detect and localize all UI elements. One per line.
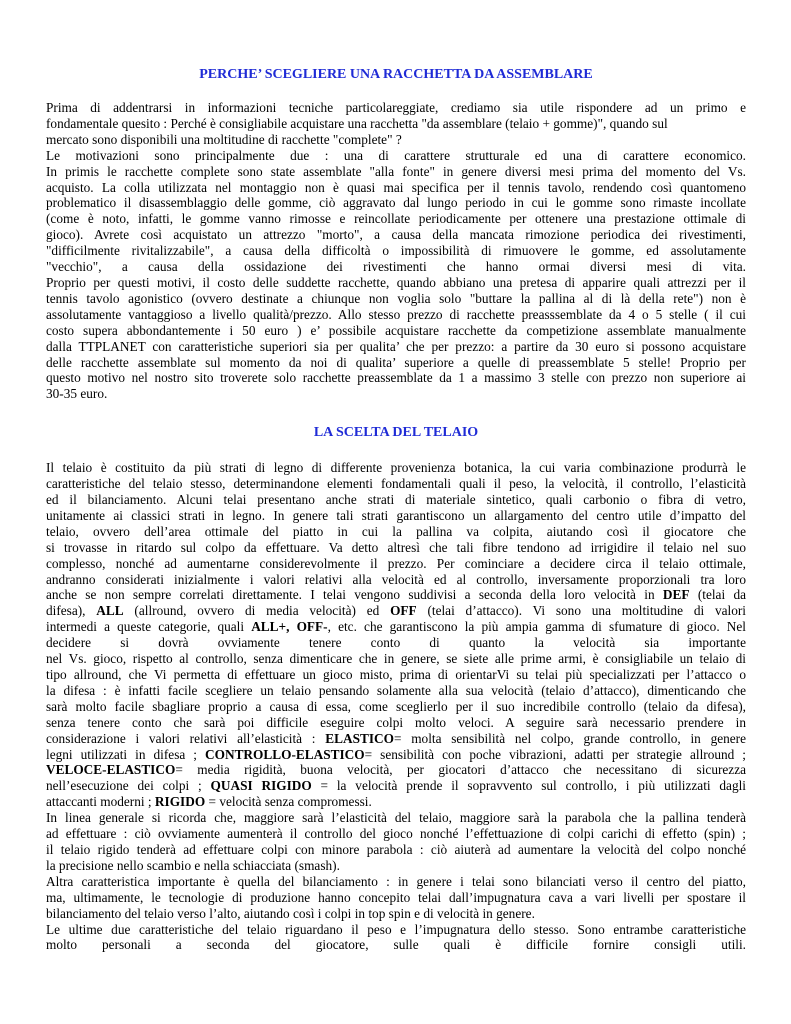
text-line: nel Vs. gioco, rispetto al controllo, senza dimenticare che in genere, se siete alle prime armi, è consigliabile un telaio di (46, 651, 746, 667)
text-line rich-line: anche se non sempre correlati direttamente. I telai vengono suddivisi a seconda della loro velocità in DEF (telai da (46, 587, 746, 603)
text-line: Altra caratteristica importante è quella del bilanciamento : in genere i telai sono bilanciati verso il centro del piatto, (46, 873, 746, 889)
text-line: (come è noto, infatti, le gomme vanno rimosse e reincollate periodicamente per ottenere una prestazione ottimale di (46, 211, 746, 227)
text-line rich-line: nell’esecuzione dei colpi ; QUASI RIGIDO = la velocità prende il sopravvento sul controllo, i più utilizzati dagli (46, 778, 746, 794)
text-line: tennis tavolo agonistico (ovvero destinate a chiunque non voglia solo "buttare la pallina al di là della rete") non è (46, 290, 746, 306)
text-line: ad effettuare : ciò ovviamente aumenterà il controllo del gioco nonché l’effettuazione di colpi carichi di effetto (spin) ; (46, 826, 746, 842)
text-line rich-line: considerazione i valori relativi all’elasticità : ELASTICO= molta sensibilità nel colpo, grande controllo, in genere (46, 730, 746, 746)
text-line rich-line: intermedi a queste categorie, quali ALL+, OFF-, etc. che garantiscono la più ampia gamma di sfumature di gioco. Nel (46, 619, 747, 635)
document-page (46, 0, 746, 953)
text-line: unitamente ai classici strati in legno. In genere tali strati garantiscono un allargamento del centro utile d’impatto del (46, 507, 746, 523)
text-line: gioco). Avrete così acquistato un attrezzo "morto", a causa della mancata rimozione periodica dei rivestimenti, (46, 227, 746, 243)
text-line: bilanciamento del telaio verso l’alto, aiutando così i colpi in top spin e di velocità in genere. (46, 905, 535, 921)
text-line: caratteristiche del telaio stesso, determinandone elementi fondamentali quali il peso, la velocità, il controllo, l’elasticità (46, 476, 746, 492)
text-line: Proprio per questi motivi, il costo delle suddette racchette, quando abbiano una pretesa di apparire quali attrezzi per il (46, 274, 746, 290)
section-why-assemble (46, 100, 746, 402)
text-line: il telaio rigido tenderà ad effettuare colpi con minore parabola : ciò aiuterà ad aumentare la velocità del colpo nonché (46, 841, 746, 857)
text-line: Il telaio è costituito da più strati di legno di differente provenienza botanica, la cui varia combinazione produrrà le (46, 460, 746, 476)
text-line: assolutamente vantaggioso a livello qualità/prezzo. Allo stesso prezzo di racchette preasssemblate da 4 o 5 stelle ( il cui (46, 306, 746, 322)
heading-why-assemble: PERCHE’ SCEGLIERE UNA RACCHETTA DA ASSEMBLARE (199, 67, 593, 82)
heading-frame-choice: LA SCELTA DEL TELAIO (313, 425, 479, 441)
text-line: questo motivo nel nostro sito troverete solo racchette preassemblate da 1 a massimo 3 stelle con prezzo non superiore ai (46, 370, 746, 386)
text-line: Le motivazioni sono principalmente due : una di carattere strutturale ed una di carattere economico. (46, 147, 746, 163)
text-line: decidere si dovrà ovviamente tenere conto di quanto la velocità sia importante (46, 635, 746, 651)
text-line: In linea generale si ricorda che, maggiore sarà l’elasticità del telaio, maggiore sarà la parabola che la pallina tenderà (46, 810, 746, 826)
text-line: delle racchette assemblate sul momento da noi di qualita’ superiore a quelle di preassemblate 5 stelle! Proprio per (46, 354, 746, 370)
text-line: la difesa : è infatti facile scegliere un telaio pensando solamente alla sua velocità (telaio d’attacco), dimenticando che (46, 682, 746, 698)
text-line: fondamentale quesito : Perché è consigliabile acquistare una racchetta "da assemblare (telaio + gomme)", quando sul (46, 115, 668, 131)
text-line: mercato sono disponibili una moltitudine di racchette "complete" ? (46, 131, 402, 147)
text-line: Le ultime due caratteristiche del telaio riguardano il peso e l’impugnatura dello stesso. Sono entrambe caratteristiche (46, 921, 746, 937)
text-line: ed il bilanciamento. Alcuni telai presentano anche strati di materiale sintetico, quali carbonio o fibra di vetro, (46, 492, 746, 508)
text-line: tipo allround, che Vi permetta di effettuare un gioco misto, prima di orientarVi su telai più specializzati per l’attacco o (46, 667, 746, 682)
text-line: complesso, nonché ad aumentarne considerevolmente il prezzo. Per cominciare a decidere circa il telaio ottimale, (46, 555, 746, 571)
text-line: ma, ultimamente, le tecnologie di produzione hanno concepito telai dall’impugnatura cava a vari livelli per spostare il (46, 889, 746, 905)
text-line: "vecchio", a causa della ossidazione dei rivestimenti che hanno ormai diversi mesi di vita. (46, 259, 746, 275)
text-line: la precisione nello scambio e nella schiacciata (smash). (46, 857, 340, 873)
text-line: Prima di addentrarsi in informazioni tecniche particolareggiate, crediamo sia utile rispondere ad un primo e (46, 100, 746, 115)
text-line: acquisto. La colla utilizzata nel montaggio non è quasi mai specifica per il tennis tavolo, rendendo così quantomeno (46, 179, 746, 195)
text-line: molto personali a seconda del giocatore, sulle quali è difficile fornire consigli utili. (46, 937, 746, 953)
text-line: sarà molto facile sbagliare proprio a causa di essa, come sceglierlo per il suo incredibile controllo (telaio da difesa), (46, 698, 746, 714)
text-line: "difficilmente rivitalizzabile", a causa della difficoltà o impossibilità di rimuovere le gomme, ed assolutamente (46, 243, 746, 259)
text-line: telaio, ovvero dell’area ottimale del piatto in cui la pallina va colpita, aiutando così il giocatore che (46, 523, 746, 539)
section-frame-choice (46, 460, 746, 953)
text-line: dalla TTPLANET con caratteristiche superiori sia per qualita’ che per prezzo: a partire da 30 euro si possono acquistare (46, 338, 746, 354)
text-line: andranno considerati inizialmente i valori relativi alla velocità ed al controllo, inversamente proporzionali tra loro (46, 571, 746, 587)
text-line: senza tenere conto che sarà poi difficile eseguire colpi molto veloci. A seguire sarà necessario prendere in (46, 714, 746, 730)
text-line rich-line: legni utilizzati in difesa ; CONTROLLO-ELASTICO= sensibilità con poche vibrazioni, adatti per strategie allround ; (46, 746, 747, 762)
text-line rich-line: VELOCE-ELASTICO= media rigidità, buona velocità, per giocatori d’attacco che necessitano di sicurezza (46, 762, 746, 778)
text-line rich-line: difesa), ALL (allround, ovvero di media velocità) ed OFF (telai d’attacco). Vi sono una moltitudine di valori (46, 603, 747, 619)
text-line: 30-35 euro. (46, 386, 108, 402)
text-line: costo supera abbondantemente i 50 euro ) e’ possibile acquistare racchette da competizione assemblate manualmente (46, 322, 746, 338)
text-line: problematico il disassemblaggio delle gomme, ciò aggravato dal lungo periodo in cui le gomme sono rimaste incollate (46, 195, 746, 211)
text-line: attaccanti moderni ; RIGIDO = velocità senza compromessi. (46, 794, 372, 810)
text-line: In primis le racchette complete sono state assemblate "alla fonte" in genere diversi mesi prima del momento del Vs. (46, 163, 746, 179)
text-line: si trovasse in ritardo sul colpo da effettuare. Va detto altresì che tali fibre tendono ad irrigidire il telaio nel suo (46, 539, 746, 555)
